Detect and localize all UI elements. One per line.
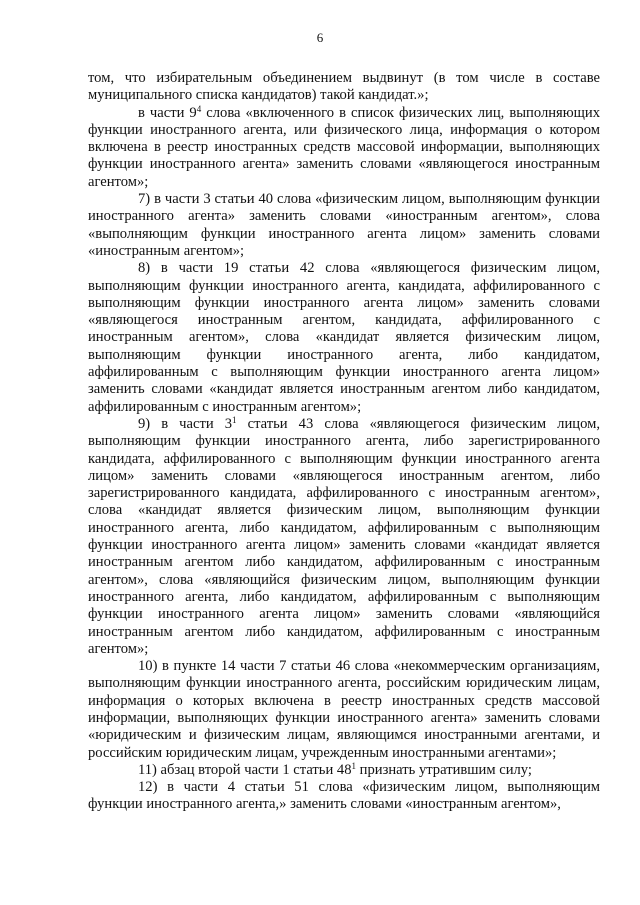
paragraph-text: в части 9 — [138, 104, 197, 121]
page-number: 6 — [316, 30, 324, 45]
superscript: 1 — [351, 760, 357, 771]
paragraph-item-10: 10) в пункте 14 части 7 статьи 46 слова «некоммерческим организациям, выполняющим функции иностранного агента, российским юридическим лицам, информация о которых включена в реестр иностранных средств массовой информации, выполняющих функции иностранного агента» заменить словами «юридическим и физическим лицам, являющимся иностранными агентами, и российским юридическим лицам, учрежденным иностранными агентами»; — [88, 658, 600, 761]
paragraph-item-11 — [88, 762, 600, 779]
paragraph-item-9 — [88, 416, 600, 658]
paragraph-text: 9) в части 3 — [138, 415, 233, 432]
paragraph-item-12: 12) в части 4 статьи 51 слова «физическим лицом, выполняющим функции иностранного агента,» заменить словами «иностранным агентом», — [88, 779, 600, 813]
paragraph-item-7: 7) в части 3 статьи 40 слова «физическим лицом, выполняющим функции иностранного агента» заменить словами «иностранным агентом», слова «выполняющим функции иностранного агента лицом» заменить словами «иностранным агентом»; — [88, 191, 600, 259]
paragraph-item-8: 8) в части 19 статьи 42 слова «являющегося физическим лицом, выполняющим функции иностранного агента, кандидата, аффилированного с выполняющим функции иностранного агента лицом» заменить словами «являющегося иностранным агентом, кандидата, аффилированного с иностранным агентом», слова «кандидат является физическим лицом, выполняющим функции иностранного агента, либо кандидатом, аффилированным с выполняющим функции иностранного агента лицом» заменить словами «кандидат является иностранным агентом либо кандидатом, аффилированным с иностранным агентом»; — [88, 260, 600, 415]
superscript: 4 — [196, 103, 202, 114]
superscript: 1 — [232, 414, 237, 425]
paragraph-part-9-4 — [88, 105, 600, 191]
paragraph-continuation: том, что избирательным объединением выдвинут (в том числе в составе муниципального списка кандидатов) такой кандидат.»; — [88, 70, 600, 104]
paragraph-text: признать утратившим силу; — [356, 761, 532, 778]
paragraph-text: 11) абзац второй части 1 статьи 48 — [138, 761, 352, 778]
document-body — [88, 70, 600, 814]
paragraph-text: статьи 43 слова «являющегося физическим лицом, выполняющим функции иностранного агента, либо зарегистрированного кандидата, аффилированного с выполняющим функции иностранного агента лицом» заменить словами «являющегося иностранным агентом, либо зарегистрированного кандидата, аффилированного с иностранным агентом», слова «кандидат является физическим лицом, выполняющим функции иностранного агента, либо кандидатом, аффилированным с выполняющим функции иностранного агента лицом» заменить словами «кандидат является иностранным агентом либо кандидатом, аффилированным с иностранным агентом», слова «являющийся физическим лицом, выполняющим функции иностранного агента, либо кандидатом, аффилированным с выполняющим функции иностранного агента лицом» заменить словами «являющийся иностранным агентом либо кандидатом, аффилированным с иностранным агентом»; — [88, 415, 600, 657]
paragraph-text: слова «включенного в список физических лиц, выполняющих функции иностранного агента, или физического лица, информация о котором включена в реестр иностранных средств массовой информации, выполняющих функции иностранного агента» заменить словами «являющегося иностранным агентом»; — [88, 104, 601, 190]
